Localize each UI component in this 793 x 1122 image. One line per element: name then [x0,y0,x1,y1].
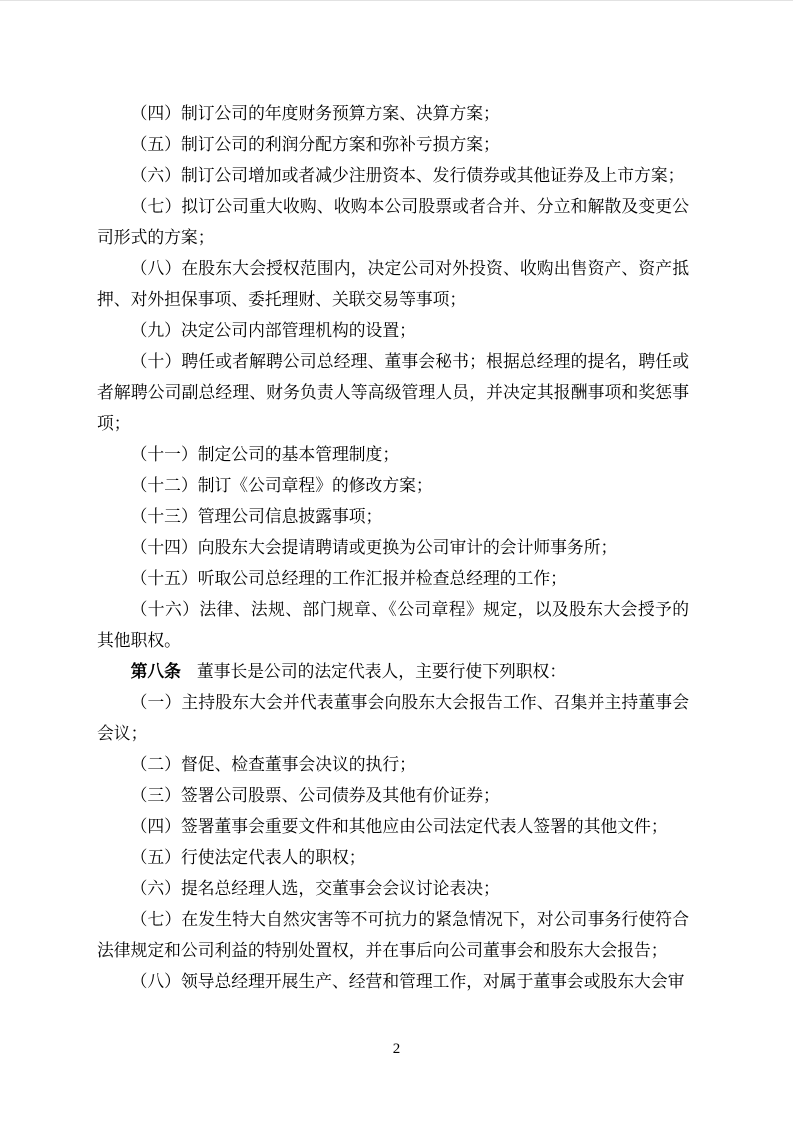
paragraph-text: （六）制订公司增加或者减少注册资本、发行债券或其他证券及上市方案； [130,166,685,185]
paragraph-text: （七）拟订公司重大收购、收购本公司股票或者合并、分立和解散及变更公司形式的方案； [97,197,689,247]
paragraph-text: （七）在发生特大自然灾害等不可抗力的紧急情况下，对公司事务行使符合法律规定和公司利益的特别处置权，并在事后向公司董事会和股东大会报告； [97,910,689,960]
list-item-paragraph [97,904,689,966]
paragraph-text: （一）主持股东大会并代表董事会向股东大会报告工作、召集并主持董事会会议； [97,693,689,743]
document-body [97,98,689,997]
paragraph-text: （十）聘任或者解聘公司总经理、董事会秘书；根据总经理的提名，聘任或者解聘公司副总经理、财务负责人等高级管理人员，并决定其报酬事项和奖惩事项； [97,352,689,433]
page-footer [0,1041,793,1057]
list-item-paragraph [97,749,689,780]
list-item-paragraph [97,129,689,160]
paragraph-text: （四）制订公司的年度财务预算方案、决算方案； [130,104,500,123]
list-item-paragraph [97,811,689,842]
paragraph-text: （十四）向股东大会提请聘请或更换为公司审计的会计师事务所； [130,538,618,557]
paragraph-text: （十三）管理公司信息披露事项； [130,507,383,526]
paragraph-text: （十五）听取公司总经理的工作汇报并检查总经理的工作； [130,569,567,588]
page-number: 2 [392,1041,401,1057]
list-item-paragraph [97,315,689,346]
list-item-paragraph [97,966,689,997]
list-item-paragraph [97,873,689,904]
list-item-paragraph [97,501,689,532]
paragraph-text: （九）决定公司内部管理机构的设置； [130,321,416,340]
list-item-paragraph [97,253,689,315]
paragraph-text: （五）行使法定代表人的职权； [130,848,366,867]
paragraph-text: （八）领导总经理开展生产、经营和管理工作，对属于董事会或股东大会审 [130,972,685,991]
list-item-paragraph [97,98,689,129]
paragraph-text: （十二）制订《公司章程》的修改方案； [130,476,433,495]
paragraph-text: （十一）制定公司的基本管理制度； [130,445,400,464]
paragraph-text: （四）签署董事会重要文件和其他应由公司法定代表人签署的其他文件； [130,817,668,836]
list-item-paragraph [97,687,689,749]
list-item-paragraph [97,842,689,873]
paragraph-text: （六）提名总经理人选，交董事会会议讨论表决； [130,879,500,898]
list-item-paragraph [97,594,689,656]
paragraph-text: （八）在股东大会授权范围内，决定公司对外投资、收购出售资产、资产抵押、对外担保事项、委托理财、关联交易等事项； [97,259,689,309]
paragraph-text: （二）督促、检查董事会决议的执行； [130,755,416,774]
list-item-paragraph [97,346,689,439]
list-item-paragraph [97,780,689,811]
paragraph-text: 董事长是公司的法定代表人，主要行使下列职权： [196,662,567,681]
paragraph-text: （三）签署公司股票、公司债券及其他有价证券； [130,786,500,805]
list-item-paragraph [97,160,689,191]
paragraph-text: （五）制订公司的利润分配方案和弥补亏损方案； [130,135,500,154]
article-heading-paragraph [97,656,689,687]
article-number: 第八条 [130,662,181,681]
list-item-paragraph [97,439,689,470]
list-item-paragraph [97,532,689,563]
list-item-paragraph [97,191,689,253]
paragraph-text: （十六）法律、法规、部门规章、《公司章程》规定，以及股东大会授予的其他职权。 [97,600,689,650]
list-item-paragraph [97,470,689,501]
list-item-paragraph [97,563,689,594]
